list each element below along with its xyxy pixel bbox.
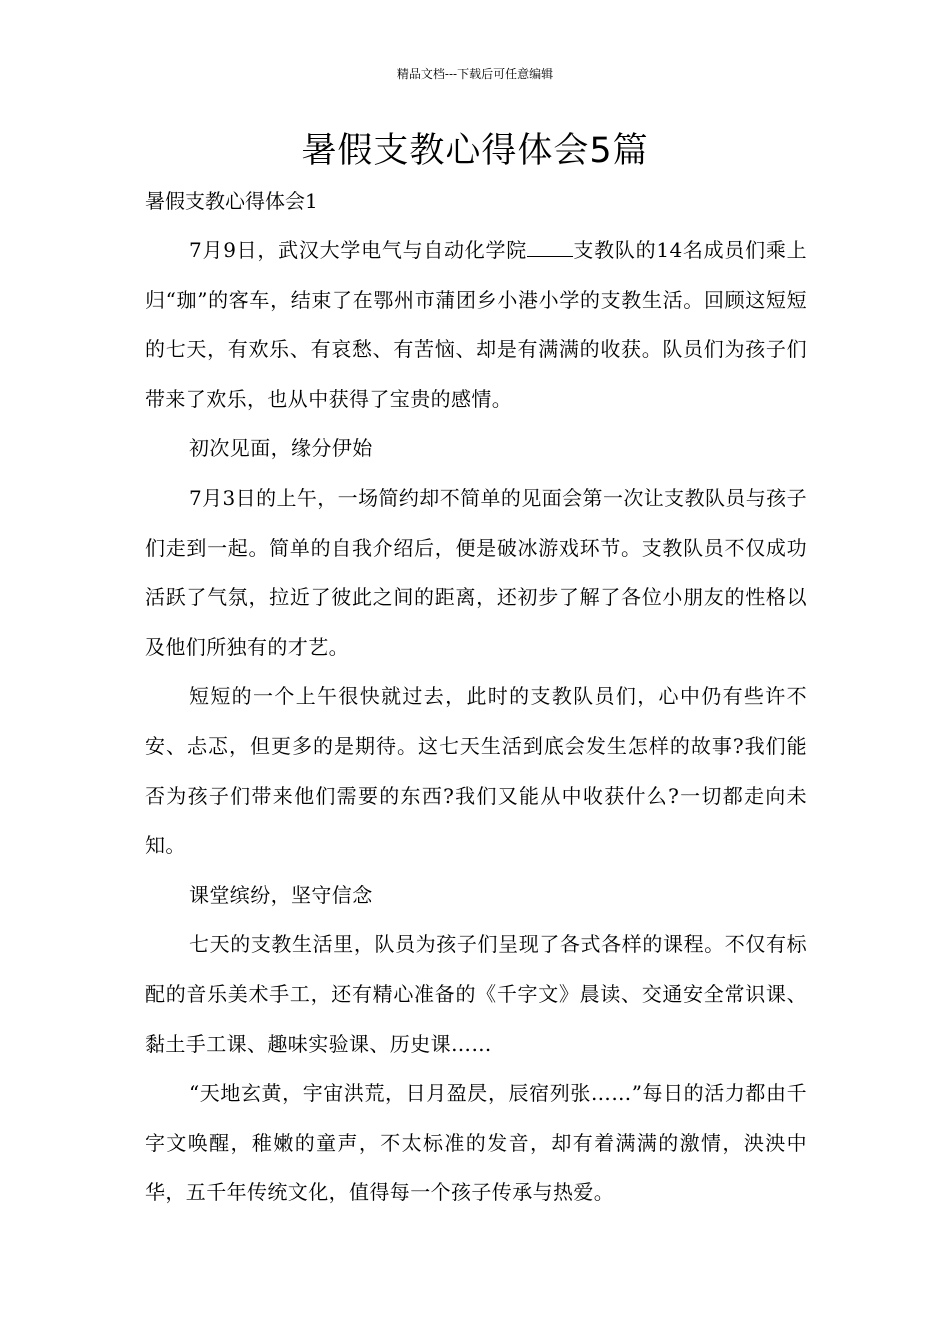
document-title: 暑假支教心得体会5篇 (301, 131, 649, 171)
paragraph-5: “天地玄黄，宇宙洪荒，日月盈昃，辰宿列张……”每日的活力都由千字文唤醒，稚嫩的童声，不太标准的发音，却有着满满的激情，泱泱中华，五千年传统文化，值得每一个孩子传承与热爱。 (145, 1081, 807, 1205)
fill-in-blank (527, 238, 573, 257)
document-body (145, 176, 807, 1218)
section-heading: 暑假支教心得体会1 (145, 189, 318, 213)
header-note: 精品文档---下载后可任意编辑 (396, 67, 554, 81)
subheading-classroom: 课堂缤纷，坚守信念 (189, 882, 373, 907)
subheading-first-meeting: 初次见面，缘分伊始 (189, 436, 373, 461)
paragraph-2: 7月3日的上午，一场简约却不简单的见面会第一次让支教队员与孩子们走到一起。简单的自我介绍后，便是破冰游戏环节。支教队员不仅成功活跃了气氛，拉近了彼此之间的距离，还初步了解了各位小朋友的性格以及他们所独有的才艺。 (145, 485, 807, 659)
paragraph-1-part-b: 支教队的14名成员们乘上归“珈”的客车，结束了在鄂州市蒲团乡小港小学的支教生活。回顾这短短的七天，有欢乐、有哀愁、有苦恼、却是有满满的收获。队员们为孩子们带来了欢乐，也从中获得了宝贵的感情。 (145, 238, 808, 411)
paragraph-1 (145, 226, 807, 424)
paragraph-1-part-a: 7月9日，武汉大学电气与自动化学院 (189, 238, 528, 262)
paragraph-4: 七天的支教生活里，队员为孩子们呈现了各式各样的课程。不仅有标配的音乐美术手工，还有精心准备的《千字文》晨读、交通安全常识课、黏土手工课、趣味实验课、历史课…… (145, 932, 807, 1056)
paragraph-3: 短短的一个上午很快就过去，此时的支教队员们，心中仍有些许不安、忐忑，但更多的是期待。这七天生活到底会发生怎样的故事?我们能否为孩子们带来他们需要的东西?我们又能从中收获什么?一切都走向未知。 (145, 684, 807, 858)
